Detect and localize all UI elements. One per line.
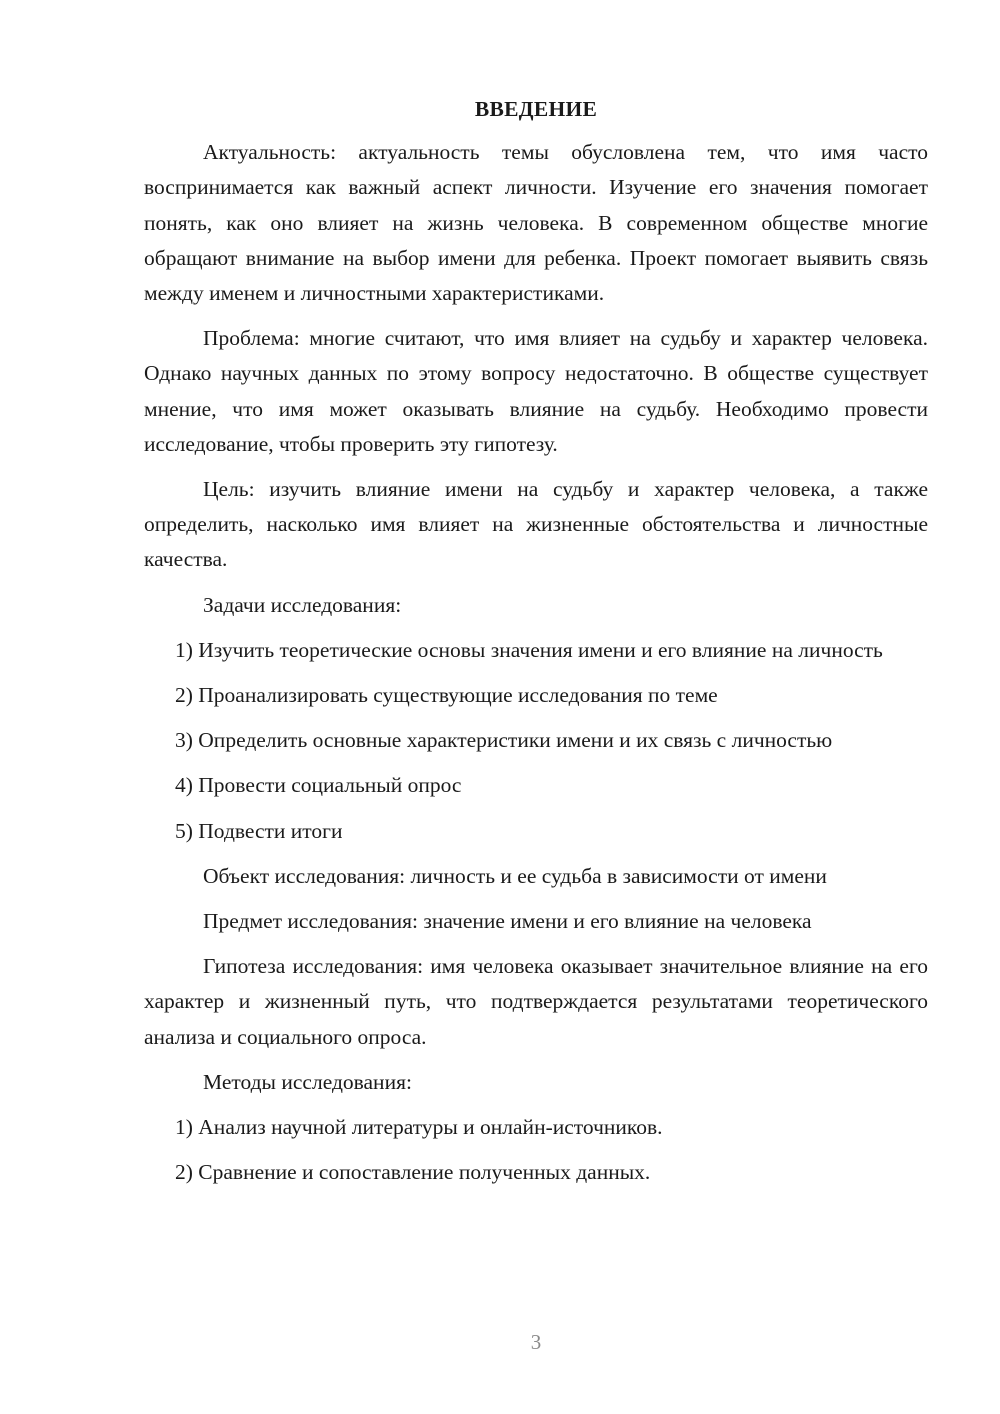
task-item-3: 3) Определить основные характеристики имени и их связь с личностью	[175, 728, 833, 753]
problem-paragraph: Проблема: многие считают, что имя влияет на судьбу и характер человека. Однако научных данных по этому вопросу недостаточно. В обществе существует мнение, что имя может оказывать влияние на судьбу. Необходимо провести исследование, чтобы проверить эту гипотезу.	[144, 326, 928, 456]
research-object: Объект исследования: личность и ее судьба в зависимости от имени	[203, 863, 827, 888]
task-item-4: 4) Провести социальный опрос	[175, 773, 462, 798]
method-item-2: 2) Сравнение и сопоставление полученных данных.	[175, 1160, 651, 1185]
task-item-1: 1) Изучить теоретические основы значения имени и его влияние на личность	[175, 637, 883, 662]
relevance-paragraph: Актуальность: актуальность темы обусловлена тем, что имя часто воспринимается как важный аспект личности. Изучение его значения помогает понять, как оно влияет на жизнь человека. В современном обществе многие обращают внимание на выбор имени для ребенка. Проект помогает выявить связь между именем и личностными характеристиками.	[144, 140, 928, 306]
section-heading: ВВЕДЕНИЕ	[474, 97, 598, 121]
page-number: 3	[530, 1330, 542, 1354]
document-body	[144, 92, 928, 1200]
method-item-1: 1) Анализ научной литературы и онлайн-источников.	[175, 1115, 663, 1140]
research-subject: Предмет исследования: значение имени и его влияние на человека	[203, 909, 812, 934]
methods-title: Методы исследования:	[203, 1069, 412, 1094]
hypothesis-paragraph: Гипотеза исследования: имя человека оказывает значительное влияние на его характер и жизненный путь, что подтверждается результатами теоретического анализа и социального опроса.	[144, 954, 928, 1049]
task-item-2: 2) Проанализировать существующие исследования по теме	[175, 683, 718, 708]
task-item-5: 5) Подвести итоги	[175, 818, 343, 843]
goal-paragraph: Цель: изучить влияние имени на судьбу и характер человека, а также определить, насколько имя влияет на жизненные обстоятельства и личностные качества.	[144, 477, 928, 572]
tasks-title: Задачи исследования:	[203, 592, 402, 617]
